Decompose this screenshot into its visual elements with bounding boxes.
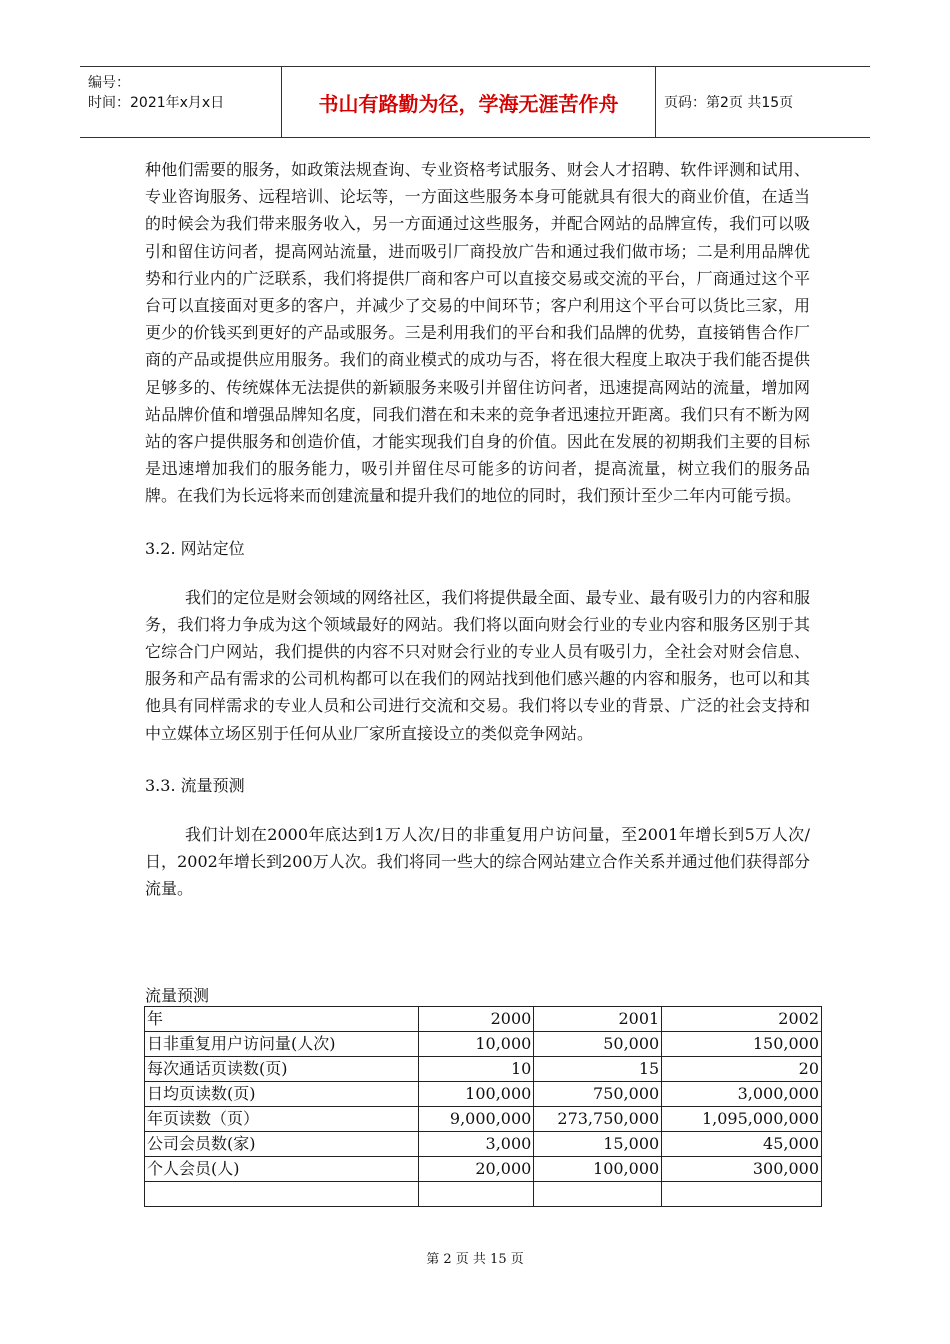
table-row (145, 1132, 822, 1157)
table-row (145, 1082, 822, 1107)
table-cell: 年页读数（页） (145, 1107, 419, 1132)
table-cell: 1,095,000,000 (662, 1107, 822, 1132)
table-cell: 10 (418, 1057, 534, 1082)
table-cell: 日非重复用户访问量(人次) (145, 1032, 419, 1057)
table-cell: 15,000 (534, 1132, 662, 1157)
traffic-forecast-table (144, 1006, 822, 1207)
table-row (145, 1107, 822, 1132)
paragraph-traffic: 我们计划在2000年底达到1万人次/日的非重复用户访问量，至2001年增长到5万人次/日，2002年增长到200万人次。我们将同一些大的综合网站建立合作关系并通过他们获得部分流量。 (145, 824, 810, 899)
table-cell: 273,750,000 (534, 1107, 662, 1132)
table-header-row (145, 1007, 822, 1032)
table-row (145, 1157, 822, 1182)
table-cell: 日均页读数(页) (145, 1082, 419, 1107)
table-caption: 流量预测 (145, 986, 210, 1005)
table-cell (662, 1182, 822, 1207)
table-cell (534, 1182, 662, 1207)
table-cell: 50,000 (534, 1032, 662, 1057)
header-page-info: 页码：第2页 共15页 (664, 95, 794, 111)
table-cell: 15 (534, 1057, 662, 1082)
table-cell: 2000 (418, 1007, 534, 1032)
table-cell: 150,000 (662, 1032, 822, 1057)
header-motto: 书山有路勤为径，学海无涯苦作舟 (282, 67, 656, 137)
table-cell: 个人会员(人) (145, 1157, 419, 1182)
table-cell: 每次通话页读数(页) (145, 1057, 419, 1082)
table-cell: 公司会员数(家) (145, 1132, 419, 1157)
paragraph-positioning: 我们的定位是财会领域的网络社区，我们将提供最全面、最专业、最有吸引力的内容和服务，我们将力争成为这个领域最好的网站。我们将以面向财会行业的专业内容和服务区别于其它综合门户网站，我们提供的内容不只对财会行业的专业人员有吸引力，全社会对财会信息、服务和产品有需求的公司机构都可以在我们的网站找到他们感兴趣的内容和服务，也可以和其他具有同样需求的专业人员和公司进行交流和交易。我们将以专业的背景、广泛的社会支持和中立媒体立场区别于任何从业厂家所直接设立的类似竞争网站。 (145, 587, 810, 743)
table-row (145, 1182, 822, 1207)
table-cell (418, 1182, 534, 1207)
table-cell: 100,000 (534, 1157, 662, 1182)
header-time: 时间：2021年x月x日 (88, 95, 225, 111)
table-cell: 100,000 (418, 1082, 534, 1107)
table-cell (145, 1182, 419, 1207)
table-cell: 3,000,000 (662, 1082, 822, 1107)
table-cell: 45,000 (662, 1132, 822, 1157)
table-cell: 20,000 (418, 1157, 534, 1182)
table-row (145, 1057, 822, 1082)
header-meta (80, 67, 282, 137)
paragraph-business-model: 种他们需要的服务，如政策法规查询、专业资格考试服务、财会人才招聘、软件评测和试用、专业咨询服务、远程培训、论坛等，一方面这些服务本身可能就具有很大的商业价值，在适当的时候会为我们带来服务收入，另一方面通过这些服务，并配合网站的品牌宣传，我们可以吸引和留住访问者，提高网站流量，进而吸引厂商投放广告和通过我们做市场；二是利用品牌优势和行业内的广泛联系，我们将提供厂商和客户可以直接交易或交流的平台，厂商通过这个平台可以直接面对更多的客户，并减少了交易的中间环节；客户利用这个平台可以货比三家，用更少的价钱买到更好的产品或服务。三是利用我们的平台和我们品牌的优势，直接销售合作厂商的产品或提供应用服务。我们的商业模式的成功与否，将在很大程度上取决于我们能否提供足够多的、传统媒体无法提供的新颖服务来吸引并留住访问者，迅速提高网站的流量，增加网站品牌价值和增强品牌知名度，同我们潜在和未来的竞争者迅速拉开距离。我们只有不断为网站的客户提供服务和创造价值，才能实现我们自身的价值。因此在发展的初期我们主要的目标是迅速增加我们的服务能力，吸引并留住尽可能多的访问者，提高流量，树立我们的服务品牌。在我们为长远将来而创建流量和提升我们的地位的同时，我们预计至少二年内可能亏损。 (145, 160, 810, 506)
table-cell: 2002 (662, 1007, 822, 1032)
table-cell: 750,000 (534, 1082, 662, 1107)
table-cell: 3,000 (418, 1132, 534, 1157)
header-number: 编号： (88, 75, 130, 91)
page-header (80, 66, 870, 138)
section-heading-traffic: 3.3. 流量预测 (145, 775, 245, 795)
table-row (145, 1032, 822, 1057)
table-cell: 9,000,000 (418, 1107, 534, 1132)
table-cell: 年 (145, 1007, 419, 1032)
table-cell: 2001 (534, 1007, 662, 1032)
section-heading-positioning: 3.2. 网站定位 (145, 538, 245, 558)
document-body (145, 156, 810, 902)
table-cell: 20 (662, 1057, 822, 1082)
page-footer: 第 2 页 共 15 页 (426, 1252, 524, 1267)
table-cell: 10,000 (418, 1032, 534, 1057)
table-cell: 300,000 (662, 1157, 822, 1182)
